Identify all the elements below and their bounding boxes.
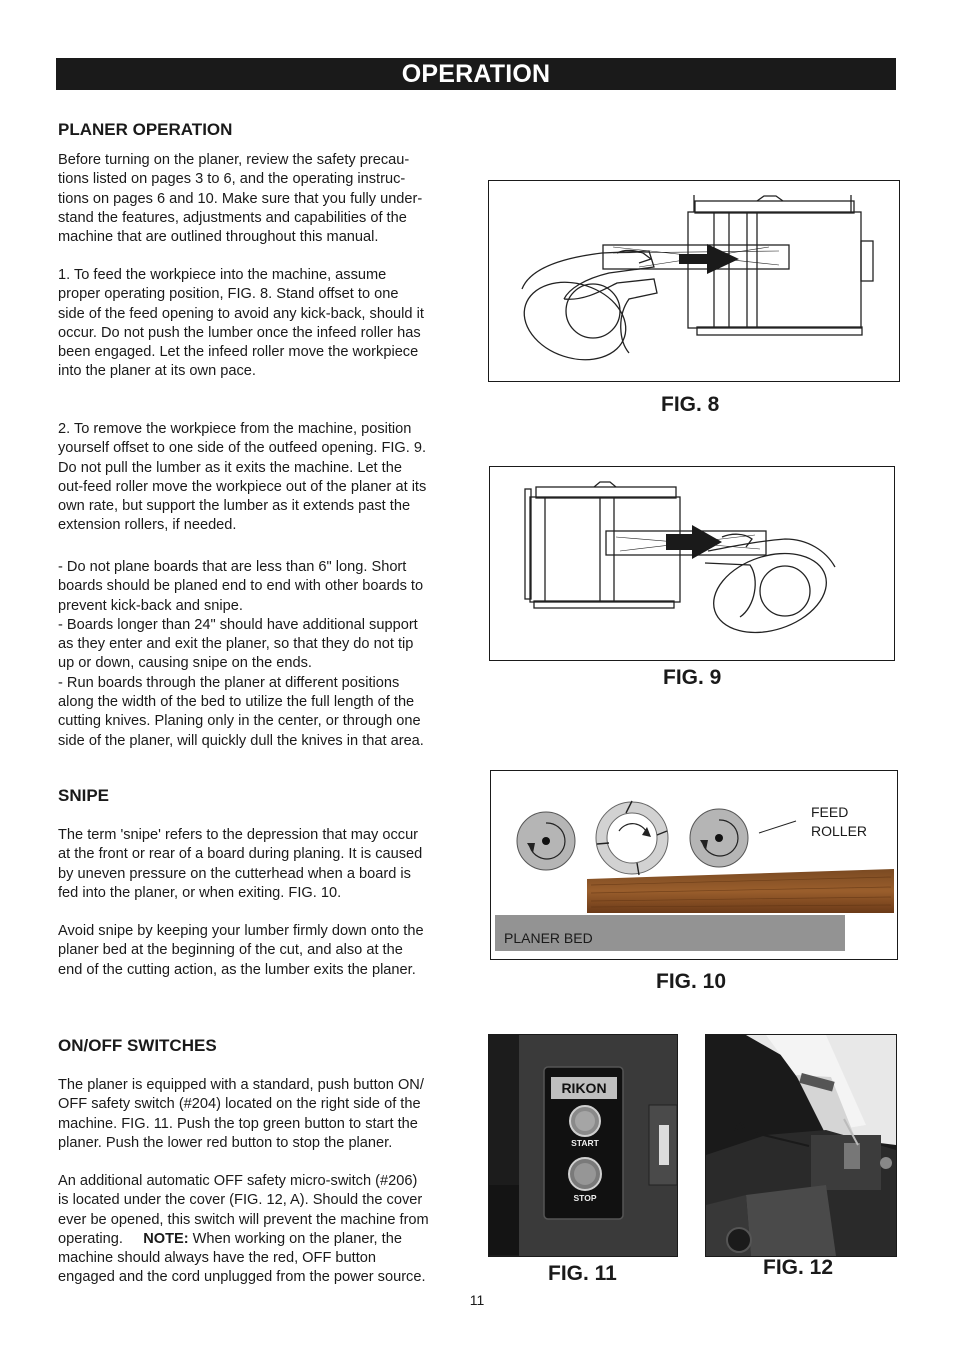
note-label: NOTE:	[143, 1230, 189, 1247]
snipe-paragraph-1: The term 'snipe' refers to the depression that may occur at the front or rear of a board during planing. It is caused by uneven pressure on the cutterhead when a board is fed into the planer, or when exiting. FIG. 10.	[58, 827, 423, 901]
step-1-paragraph: 1. To feed the workpiece into the machine, assume proper operating position, FIG. 8. Stand offset to one side of the feed opening to avoid any kick-back, should it occur. Do not push the lumber once the infeed roller has been engaged. Let the infeed roller move the workpiece into the planer at its own pace.	[58, 267, 424, 380]
feed-roller-label-line-1: FEED	[811, 804, 849, 820]
step-2-paragraph: 2. To remove the workpiece from the machine, position yourself offset to one side of the outfeed opening. FIG. 9. Do not pull the lumber as it exits the machine. Let the out-feed roller move the workpiece out of the planer at its own rate, but support the lumber as it extends past the extension rollers, if needed.	[58, 421, 427, 534]
page-number: 11	[469, 1292, 485, 1308]
switches-paragraph-1: The planer is equipped with a standard, push button ON/ OFF safety switch (#204) located on the right side of the machine. FIG. 11. Push the top green button to start the planer. Push the lower red button to stop the planer.	[58, 1077, 424, 1151]
fig-9-label: FIG. 9	[663, 666, 722, 689]
switches-paragraph-2: An additional automatic OFF safety micro-switch (#206) is located under the cover (FIG. 12, A). Should the cover ever be opened, this switch will prevent the machine from operating. NOTE: When working on the planer, the machine should always have the red, OFF button engaged and the cord unplugged from the power source.	[58, 1173, 429, 1286]
intro-paragraph: Before turning on the planer, review the safety precau- tions listed on pages 3 to 6, and the operating instruc- tions on pages 6 and 10. Make sure that you fully under- stand the features, adjustments and capabilities of the machine that are outlined throughout this manual.	[58, 152, 423, 246]
rikon-logo-text: RIKON	[561, 1080, 607, 1096]
snipe-heading: SNIPE	[58, 786, 110, 805]
section-title-banner: OPERATION	[56, 58, 896, 90]
callout-a-label: A	[734, 1116, 747, 1135]
fig-12-photo	[705, 1034, 897, 1257]
fig-8-illustration	[488, 180, 900, 382]
fig-11-photo	[488, 1034, 678, 1257]
fig-12-label: FIG. 12	[763, 1256, 834, 1279]
fig-10-label: FIG. 10	[656, 970, 727, 993]
tips-list: - Do not plane boards that are less than 6" long. Short boards should be planed end to end with other boards to prevent kick-back and snipe. - Boards longer than 24" should have additional support as they enter and exit the planer, so that they do not tip up or down, causing snipe on the ends. - Run boards through the planer at different positions along the width of the bed to utilize the full length of the cutting knives. Planing only in the center, or through one side of the planer, will quickly dull the knives in that area.	[58, 559, 424, 749]
snipe-paragraph-2: Avoid snipe by keeping your lumber firmly down onto the planer bed at the beginning of the cut, and also at the end of the cutting action, as the lumber exits the planer.	[58, 923, 424, 978]
fig-10-diagram	[490, 770, 898, 960]
planer-bed-label: PLANER BED	[504, 930, 593, 946]
start-label: START	[571, 1138, 599, 1148]
stop-label: STOP	[573, 1193, 597, 1203]
fig-9-illustration	[489, 466, 895, 661]
planer-operation-heading: PLANER OPERATION	[58, 120, 233, 139]
switches-heading: ON/OFF SWITCHES	[58, 1036, 217, 1055]
fig-8-label: FIG. 8	[661, 393, 720, 416]
feed-roller-label-line-2: ROLLER	[811, 823, 868, 839]
fig-11-label: FIG. 11	[548, 1262, 617, 1285]
